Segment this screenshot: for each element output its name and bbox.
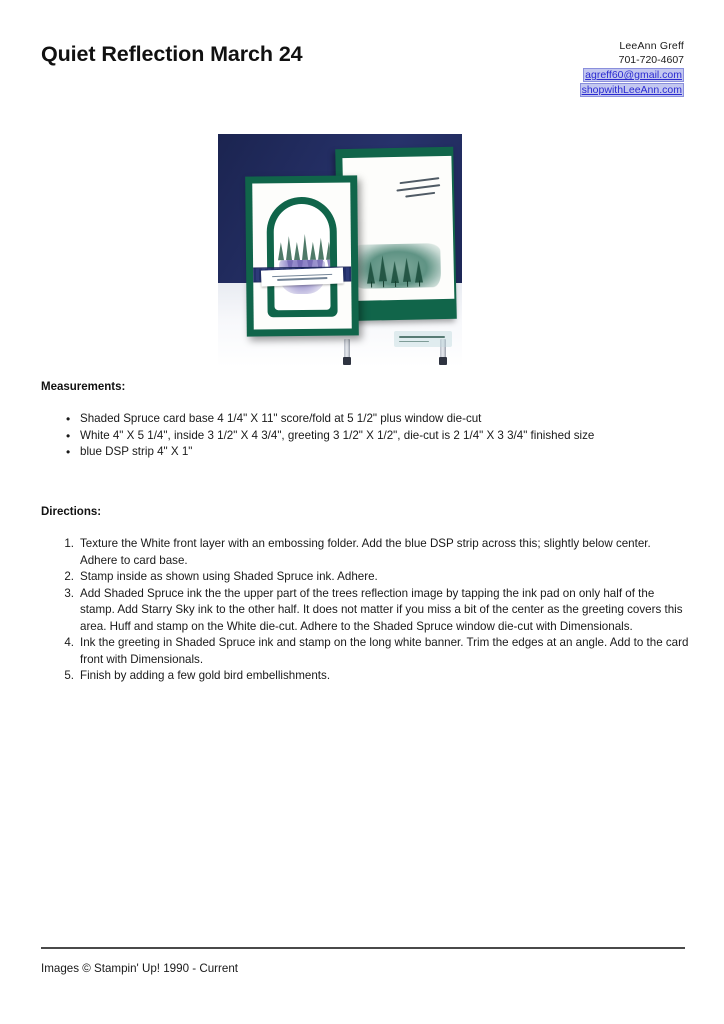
project-photo [218,134,462,367]
list-number: 1. [64,537,74,550]
list-item-text: White 4" X 5 1/4", inside 3 1/2" X 4 3/4", greeting 3 1/2" X 1/2", die-cut is 2 1/4" X 3 3/4" finished size [80,428,595,442]
photo-canvas [218,134,462,367]
tree-watercolor-stamp [354,243,441,289]
measurements-list [41,411,689,461]
list-item [41,668,689,685]
contact-phone: 701-720-4607 [618,53,684,66]
list-number: 5. [64,669,74,682]
photographer-signature-watermark [394,331,452,347]
website-link-wrapper [494,83,684,97]
bullet-icon: • [66,412,71,426]
list-number: 4. [64,636,74,649]
contact-name: LeeAnn Greff [619,40,684,52]
arch-die-cut-frame [266,197,337,318]
footer-copyright: Images © Stampin' Up! 1990 - Current [41,962,238,975]
bullet-icon: • [66,428,71,443]
card-stand-left [344,339,350,365]
list-item-text: Stamp inside as shown using Shaded Spruce ink. Adhere. [80,570,378,583]
arch-window [273,204,330,311]
list-item-text: Add Shaded Spruce ink the the upper part of the trees reflection image by tapping the ink pad on only half of the stamp. Add Starry Sky ink to the other half. It does not matter if you miss a bit of the center as the greeting covers this area. Huff and stamp on the White die-cut. Adhere to the Shaded Spruce window die-cut with Dimensionals. [80,586,683,633]
list-item [41,411,689,428]
contact-website-link[interactable]: shopwithLeeAnn.com [581,84,682,96]
contact-email-link[interactable]: agreff60@gmail.com [585,69,682,81]
email-link-wrapper [494,68,684,82]
forest-scene [274,216,330,261]
card-front-white-layer [252,182,352,329]
card-front [245,175,359,336]
measurements-heading: Measurements: [41,381,126,393]
list-item [41,444,689,461]
list-item-text: Ink the greeting in Shaded Spruce ink and stamp on the long white banner. Trim the edges at an angle. Add to the card front with Dimensionals. [80,636,689,666]
page-title: Quiet Reflection March 24 [41,42,303,66]
directions-list [41,536,689,685]
list-item [41,569,689,586]
list-item-text: Texture the White front layer with an embossing folder. Add the blue DSP strip across this; slightly below center. Adhere to card base. [80,537,651,567]
footer-divider [41,947,685,949]
list-item-text: blue DSP strip 4" X 1" [80,445,193,458]
list-item [41,536,689,569]
contact-block [494,40,684,97]
page-header [0,0,724,118]
directions-heading: Directions: [41,506,102,518]
greeting-banner [261,267,344,286]
script-greeting-stamp [394,176,451,213]
list-item-text: Shaded Spruce card base 4 1/4" X 11" score/fold at 5 1/2" plus window die-cut [80,412,482,425]
card-inside-panel [342,156,454,301]
list-item-text: Finish by adding a few gold bird embellishments. [80,669,331,682]
list-item [41,586,689,636]
bullet-icon: • [66,445,71,459]
list-item [41,635,689,668]
list-number: 2. [64,570,74,583]
list-item [41,428,689,445]
list-number: 3. [64,586,74,600]
